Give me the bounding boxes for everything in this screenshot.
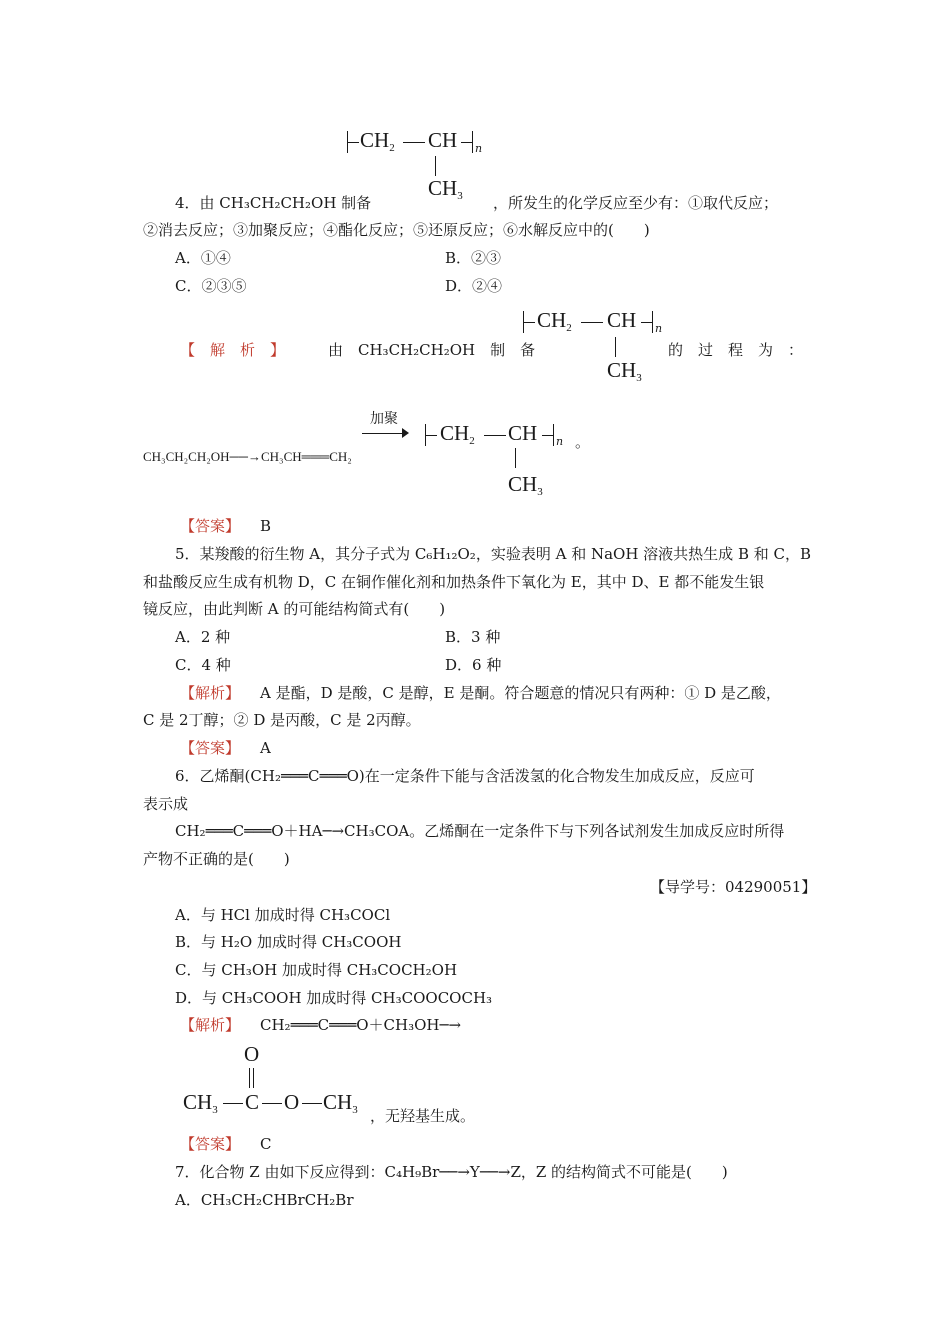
period: 。	[575, 433, 591, 451]
q4-answer-tag: 【答案】	[180, 517, 241, 535]
q4-reaction-left: CH₃CH₂CH₂OH──→CH₃CH═══CH₂	[143, 449, 352, 464]
q5-stem-1: 5．某羧酸的衍生物 A，其分子式为 C₆H₁₂O₂，实验表明 A 和 NaOH 溶液共热生成 B 和 C，B	[175, 545, 812, 563]
q4-analysis-1: 由 CH₃CH₂CH₂OH 制 备	[328, 341, 536, 359]
q4-option-b: B．②③	[445, 249, 502, 267]
guide-number: 【导学号：04290051】	[650, 878, 817, 896]
q5-stem-3: 镜反应，由此判断 A 的可能结构简式有( )	[143, 600, 446, 618]
q6-option-c: C．与 CH₃OH 加成时得 CH₃COCH₂OH	[175, 961, 458, 979]
q4-stem-2: ，所发生的化学反应至少有：①取代反应；	[493, 194, 779, 212]
q4-option-c: C．②③⑤	[175, 277, 247, 295]
q6-answer-tag: 【答案】	[180, 1135, 241, 1153]
q7-stem-1: 7．化合物 Z 由如下反应得到：C₄H₉Br──→Y──→Z，Z 的结构简式不可能是( )	[175, 1163, 728, 1181]
q6-stem-4: 产物不正确的是( )	[143, 850, 290, 868]
q4-stem-3: ②消去反应；③加聚反应；④酯化反应；⑤还原反应；⑥水解反应中的( )	[143, 221, 650, 239]
ester-tail: ，无羟基生成。	[370, 1107, 476, 1125]
q4-option-a: A．①④	[175, 249, 231, 267]
q6-stem-2: 表示成	[143, 795, 189, 813]
q6-answer: C	[260, 1135, 272, 1153]
q6-option-a: A．与 HCl 加成时得 CH₃COCl	[175, 906, 391, 924]
arrow-label: 加聚	[370, 411, 398, 427]
q5-answer-tag: 【答案】	[180, 739, 241, 757]
q5-analysis-1: A 是酯，D 是酸，C 是醇，E 是酮。符合题意的情况只有两种：① D 是乙酸，	[260, 684, 781, 702]
q6-stem-3: CH₂═══C═══O＋HA─→CH₃COA。乙烯酮在一定条件下与下列各试剂发生加成反应时所得	[175, 822, 785, 840]
q5-stem-2: 和盐酸反应生成有机物 D，C 在铜作催化剂和加热条件下氧化为 E，其中 D、E 都不能发生银	[143, 573, 765, 591]
q5-option-c: C．4 种	[175, 656, 231, 674]
q4-stem-1: 4．由 CH₃CH₂CH₂OH 制备	[175, 194, 372, 212]
q7-option-a: A．CH₃CH₂CHBrCH₂Br	[175, 1191, 354, 1209]
q4-analysis-2: 的 过 程 为 ：	[668, 341, 804, 359]
q5-answer: A	[260, 739, 271, 757]
q5-option-b: B．3 种	[445, 628, 501, 646]
q6-stem-1: 6．乙烯酮(CH₂═══C═══O)在一定条件下能与含活泼氢的化合物发生加成反应，反应可	[175, 767, 755, 785]
q6-analysis-tag: 【解析】	[180, 1016, 241, 1034]
q4-analysis-tag: 【 解 析 】	[180, 341, 286, 359]
q5-analysis-2: C 是 2丁醇；② D 是丙酸，C 是 2丙醇。	[143, 711, 421, 729]
q6-option-b: B．与 H₂O 加成时得 CH₃COOH	[175, 933, 402, 951]
q4-option-d: D．②④	[445, 277, 503, 295]
q6-analysis-1: CH₂═══C═══O＋CH₃OH─→	[260, 1016, 462, 1034]
q4-answer: B	[260, 517, 272, 535]
q5-option-a: A．2 种	[175, 628, 231, 646]
q5-analysis-tag: 【解析】	[180, 684, 241, 702]
q5-option-d: D．6 种	[445, 656, 502, 674]
q6-option-d: D．与 CH₃COOH 加成时得 CH₃COOCOCH₃	[175, 989, 493, 1007]
